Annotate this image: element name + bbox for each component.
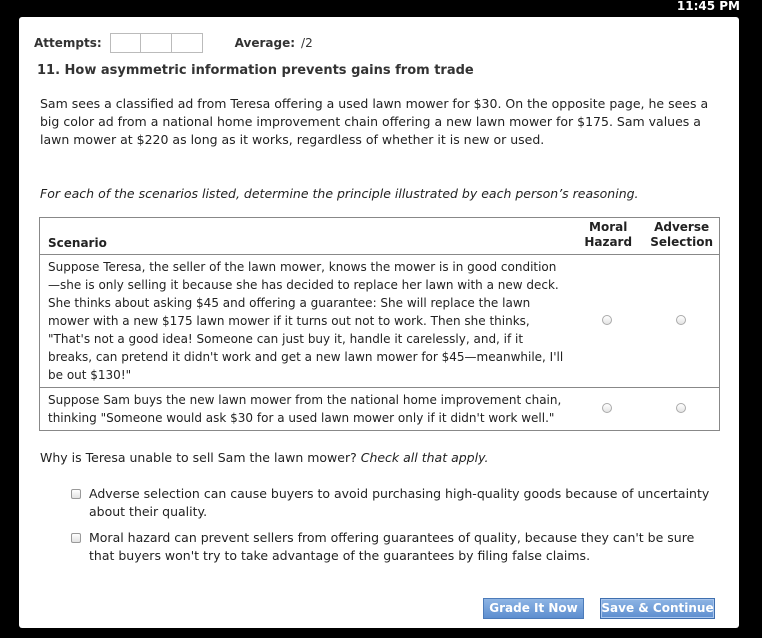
- moral-hazard-cell: [572, 388, 642, 431]
- save-continue-button[interactable]: Save & Continue: [600, 598, 715, 619]
- clock: 11:45 PM: [676, 0, 740, 13]
- attempt-box: [172, 33, 203, 53]
- header-moral-hazard: [572, 218, 642, 255]
- moral-hazard-radio[interactable]: [602, 315, 612, 325]
- moral-hazard-radio[interactable]: [602, 403, 612, 413]
- attempt-box: [141, 33, 172, 53]
- question-title: 11. How asymmetric information prevents gains from trade: [37, 63, 474, 78]
- option-text: Adverse selection can cause buyers to avoid purchasing high-quality goods because of uncertainty about their quality.: [89, 486, 710, 519]
- why-question-text: Why is Teresa unable to sell Sam the lawn mower?: [40, 450, 357, 465]
- option-adverse-selection[interactable]: [71, 485, 711, 521]
- question-instruction: For each of the scenarios listed, determine the principle illustrated by each person’s reasoning.: [40, 186, 639, 201]
- adverse-selection-cell: [642, 255, 719, 388]
- question-intro: Sam sees a classified ad from Teresa offering a used lawn mower for $30. On the opposite page, he sees a big color ad from a national home improvement chain offering a new lawn mower for $175. Sam values a lawn mower at $220 as long as it works, regardless of whether it is new or used.: [40, 96, 709, 148]
- attempt-box: [110, 33, 141, 53]
- option-text: Moral hazard can prevent sellers from offering guarantees of quality, because they can't be sure that buyers won't try to take advantage of the guarantees by filing false claims.: [89, 530, 695, 563]
- option-moral-hazard[interactable]: [71, 529, 711, 565]
- question-panel: [19, 17, 739, 628]
- header-adverse-line2: Selection: [650, 235, 713, 249]
- average-label: Average:: [234, 36, 296, 50]
- scenario-text: Suppose Sam buys the new lawn mower from the national home improvement chain, thinking "Someone would ask $30 for a used lawn mower only if it didn't work well.": [40, 388, 573, 431]
- adverse-selection-cell: [642, 388, 719, 431]
- header-scenario: Scenario: [40, 218, 573, 255]
- table-row: [40, 388, 720, 431]
- attempts-label: Attempts:: [34, 36, 102, 50]
- status-bar: [0, 0, 762, 17]
- average-value: /2: [301, 36, 313, 50]
- scenario-text: Suppose Teresa, the seller of the lawn mower, knows the mower is in good condition—she is only selling it because she has decided to replace her lawn with a new deck. She thinks about asking $45 and offering a guarantee: She will replace the lawn mower with a new $175 lawn mower if it turns out not to work. Then she thinks, "That's not a good idea! Someone can just buy it, handle it carelessly, and, if it breaks, can pretend it didn't work and get a new lawn mower for $45—meanwhile, I'll be out $130!": [48, 260, 564, 382]
- adverse-selection-radio[interactable]: [676, 403, 686, 413]
- header-moral-line1: Moral: [589, 220, 628, 234]
- grade-it-now-button[interactable]: Grade It Now: [483, 598, 584, 619]
- header-adverse-selection: [642, 218, 719, 255]
- why-question: [40, 450, 488, 465]
- option-checkbox[interactable]: [71, 533, 81, 543]
- attempt-boxes: [110, 33, 203, 53]
- option-checkbox[interactable]: [71, 489, 81, 499]
- attempts-row: [34, 33, 313, 53]
- table-row: [40, 255, 720, 388]
- adverse-selection-radio[interactable]: [676, 315, 686, 325]
- why-question-hint: Check all that apply.: [360, 450, 489, 465]
- header-moral-line2: Hazard: [584, 235, 633, 249]
- moral-hazard-cell: [572, 255, 642, 388]
- header-adverse-line1: Adverse: [654, 220, 710, 234]
- table-header-row: [40, 218, 720, 255]
- scenario-table: [39, 217, 720, 431]
